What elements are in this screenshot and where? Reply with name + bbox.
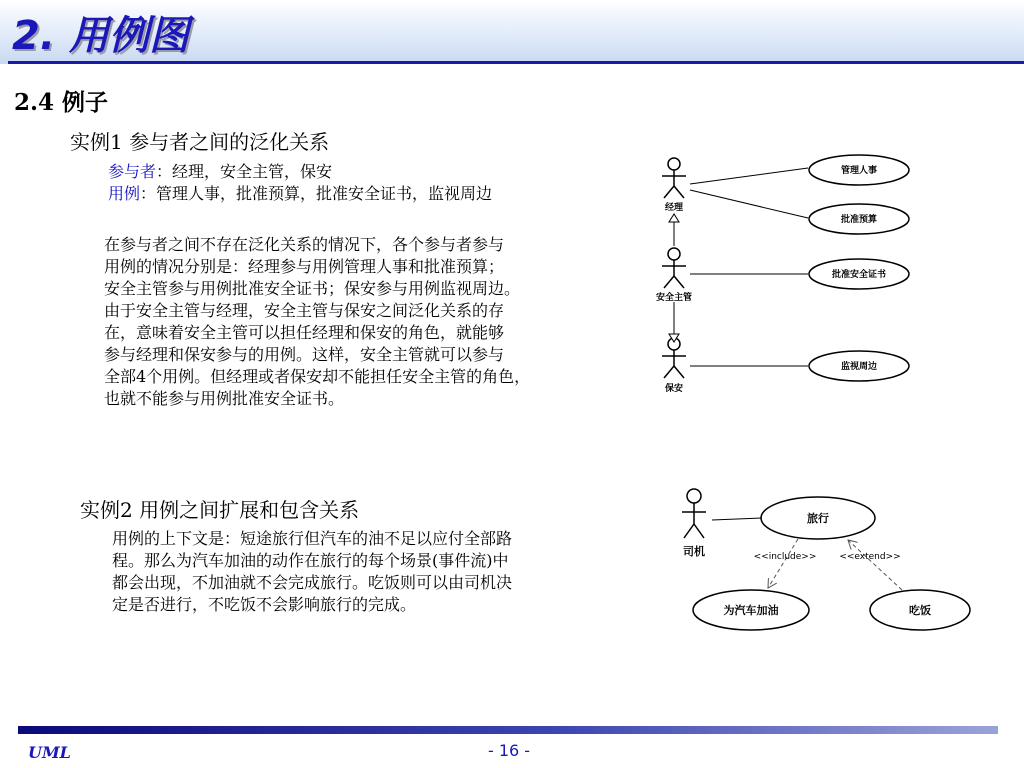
- actor-figure: [662, 248, 686, 288]
- paragraph-line: 全部4个用例。但经理或者保安却不能担任安全主管的角色，: [104, 367, 531, 386]
- actor-label: 司机: [683, 545, 705, 558]
- usecase-label: 监视周边: [840, 362, 878, 372]
- example1-title: 实例1 参与者之间的泛化关系: [70, 130, 330, 154]
- actor-figure: [682, 489, 706, 538]
- slide-title: 2. 用例图: [12, 13, 189, 59]
- paragraph-line: 在参与者之间不存在泛化关系的情况下，各个参与者参与: [104, 235, 505, 254]
- include-extend-diagram: [672, 484, 972, 636]
- footer-label: UML: [28, 743, 71, 762]
- usecase-label: 批准安全证书: [831, 270, 887, 280]
- paragraph-line: 用例的上下文是：短途旅行但汽车的油不足以应付全部路: [112, 529, 513, 548]
- usecase-label: 批准预算: [840, 215, 878, 225]
- paragraph-line: 也就不能参与用例批准安全证书。: [104, 389, 345, 408]
- title-underline: [8, 61, 1024, 64]
- example2-paragraph: [112, 528, 512, 616]
- section-heading: 2.4 例子: [14, 89, 109, 116]
- paragraph-line: 安全主管参与用例批准安全证书；保安参与用例监视周边。: [104, 279, 521, 298]
- paragraph-line: 都会出现，不加油就不会完成旅行。吃饭则可以由司机决: [112, 573, 513, 592]
- usecases-value: ：管理人事，批准预算，批准安全证书，监视周边: [140, 184, 493, 203]
- actor-label: 安全主管: [655, 293, 693, 303]
- include-label: <<include>>: [753, 552, 817, 562]
- actor-figure: [662, 338, 686, 378]
- usecase-label: 吃饭: [909, 604, 931, 617]
- paragraph-line: 由于安全主管与经理，安全主管与保安之间泛化关系的存: [104, 301, 505, 320]
- footer-bar: [18, 726, 998, 734]
- paragraph-line: 用例的情况分别是：经理参与用例管理人事和批准预算；: [104, 257, 505, 276]
- actor-generalization-diagram: [640, 148, 930, 403]
- page-number: - 16 -: [488, 741, 531, 760]
- example1-paragraph: [104, 234, 530, 410]
- paragraph-line: 定是否进行，不吃饭不会影响旅行的完成。: [112, 595, 417, 614]
- usecase-label: 为汽车加油: [723, 604, 779, 617]
- actors-line: [108, 161, 492, 183]
- actors-value: ：经理，安全主管，保安: [156, 162, 333, 181]
- actor-figure: [662, 158, 686, 198]
- actor-label: 经理: [664, 203, 684, 213]
- example2-title: 实例2 用例之间扩展和包含关系: [80, 498, 360, 522]
- title-bar: [0, 0, 1024, 64]
- actors-label: 参与者: [108, 162, 157, 181]
- paragraph-line: 在，意味着安全主管可以担任经理和保安的角色，就能够: [104, 323, 505, 342]
- paragraph-line: 参与经理和保安参与的用例。这样，安全主管就可以参与: [104, 345, 505, 364]
- example1-definitions: [108, 161, 492, 205]
- usecase-label: 管理人事: [840, 166, 878, 176]
- paragraph-line: 程。那么为汽车加油的动作在旅行的每个场景(事件流)中: [112, 551, 509, 570]
- usecase-label: 旅行: [807, 512, 829, 525]
- usecases-label: 用例: [108, 184, 141, 203]
- extend-label: <<extend>>: [839, 552, 901, 562]
- usecases-line: [108, 183, 492, 205]
- actor-label: 保安: [664, 384, 684, 394]
